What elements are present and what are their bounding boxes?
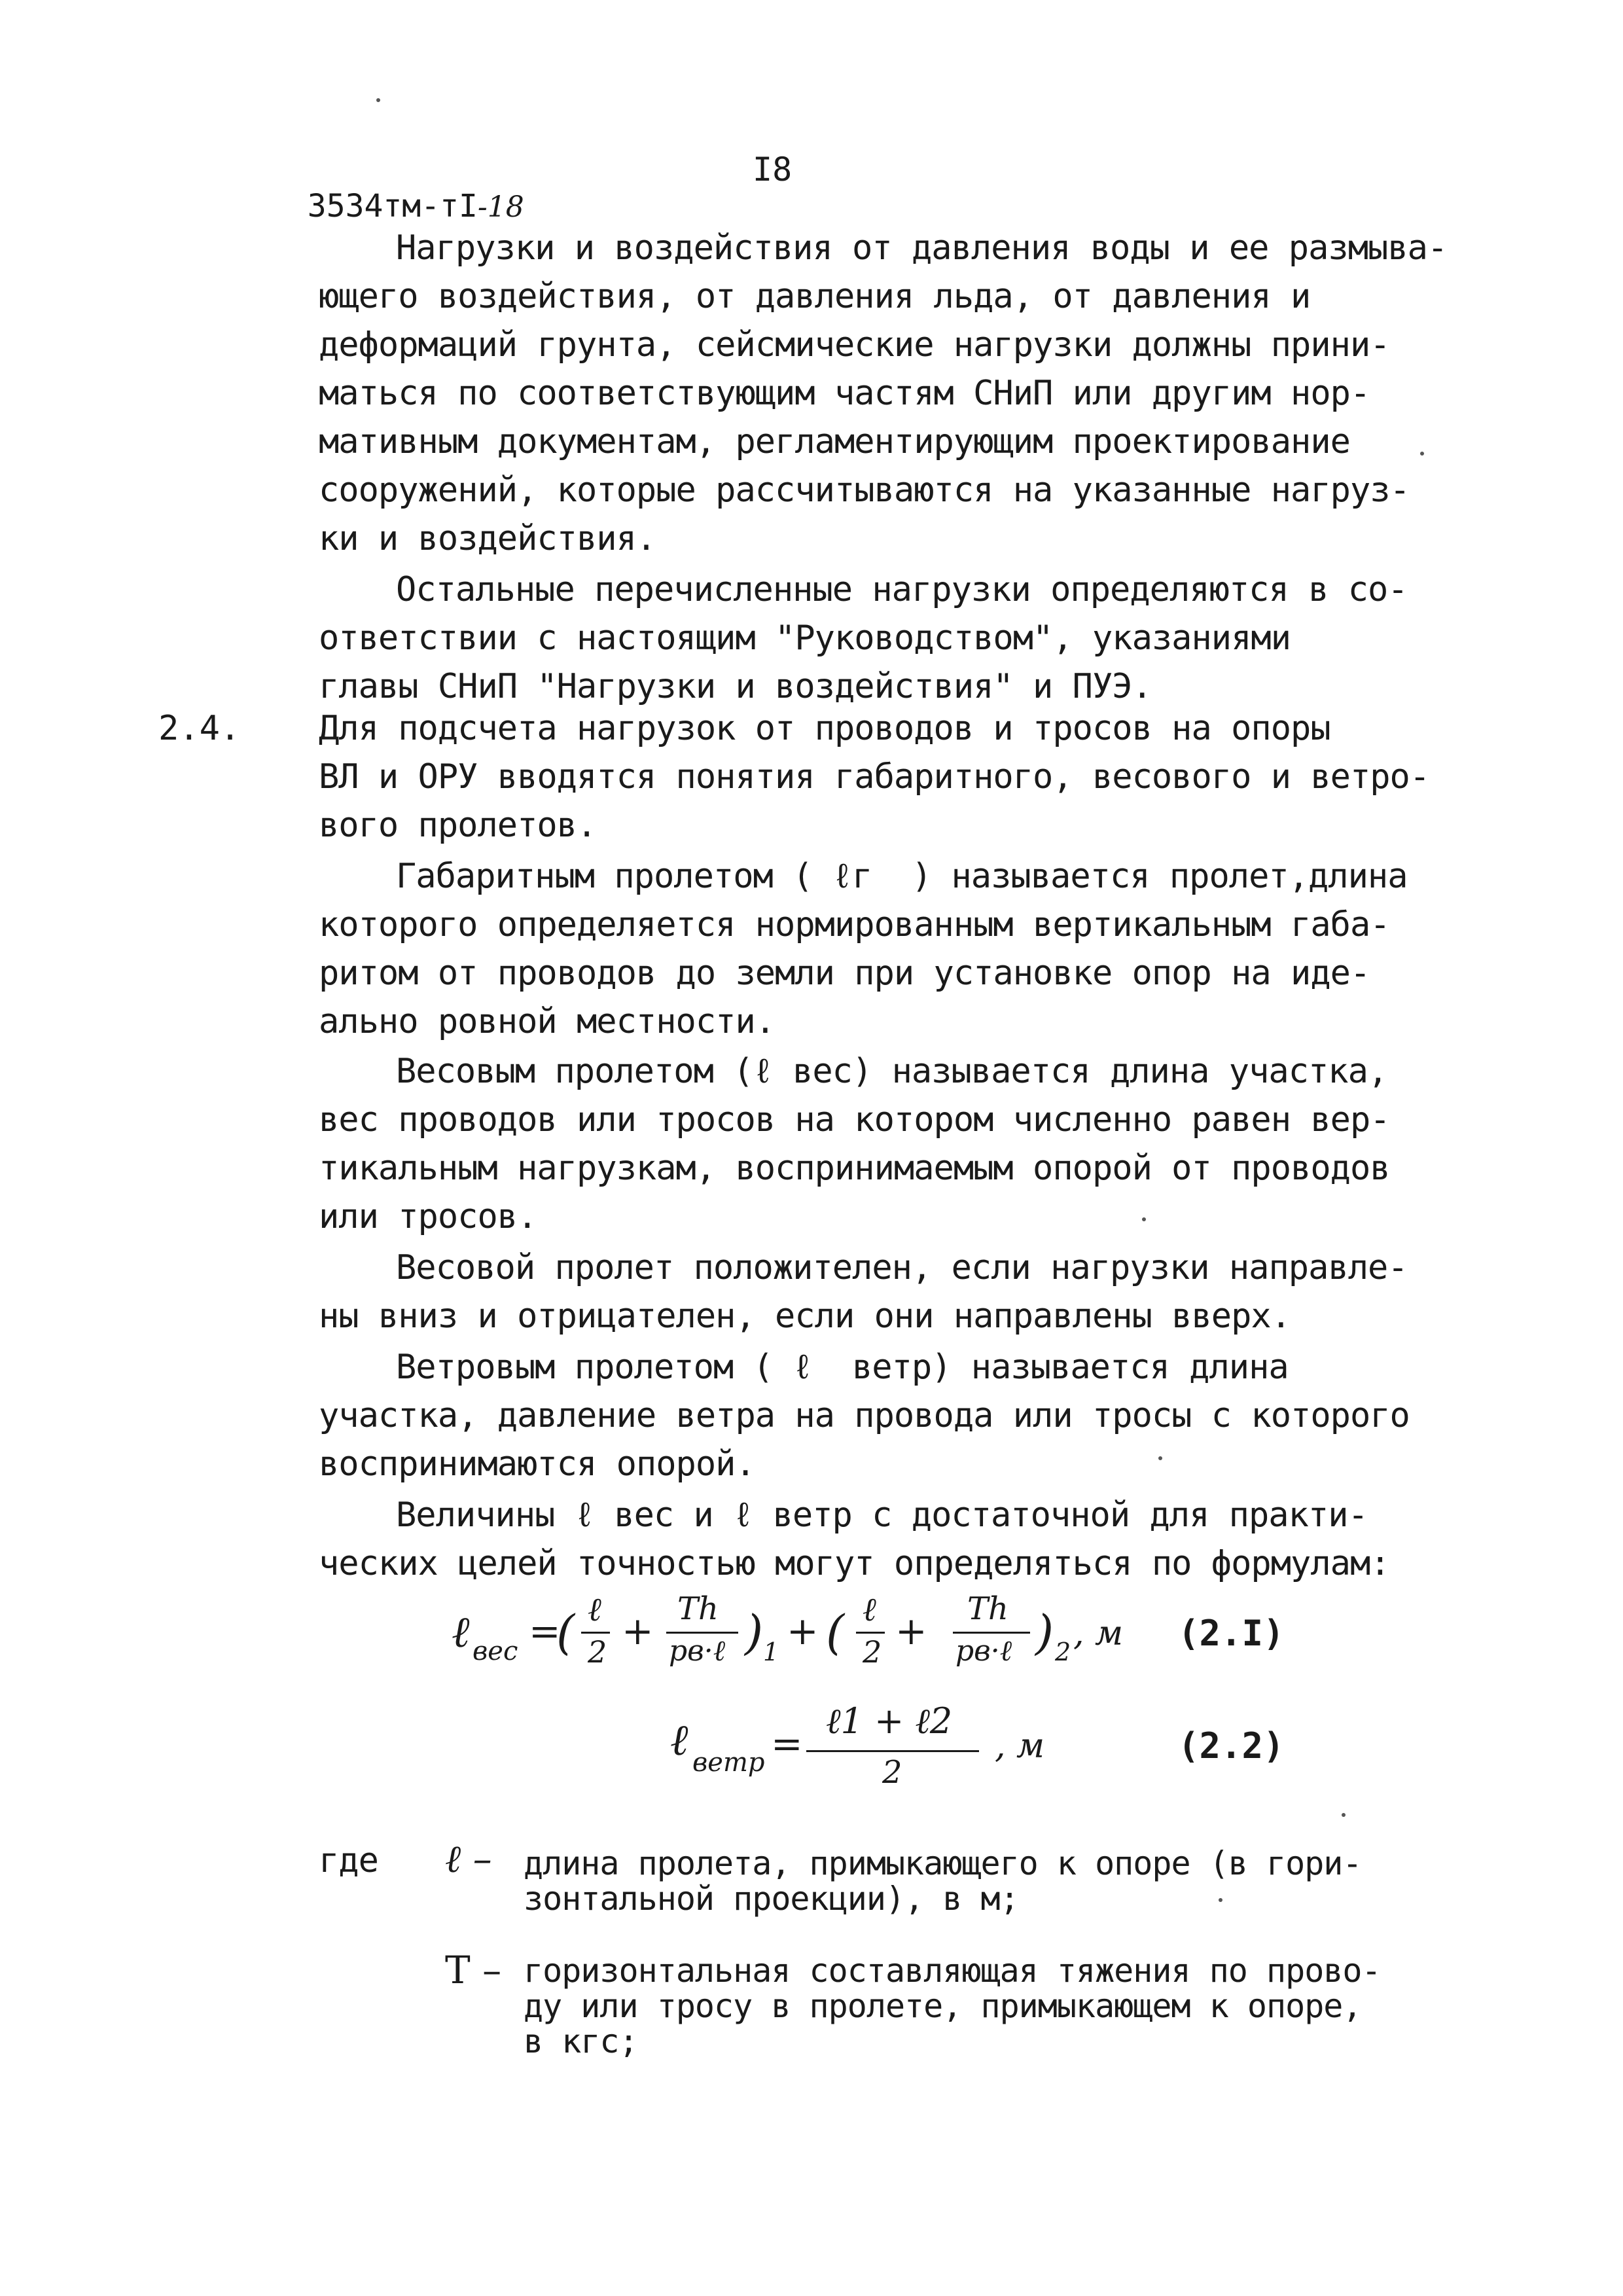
text-line: тикальным нагрузкам, воспринимаемым опорой от проводов [319,1149,1390,1188]
fraction-bar [856,1632,885,1634]
definition-term: T – [445,1948,502,1992]
text-line: ВЛ и ОРУ вводятся понятия габаритного, весового и ветро- [319,757,1430,797]
scan-speck [1342,1813,1346,1817]
formula-frac-num: ℓ [588,1590,601,1628]
scan-speck [1420,452,1424,456]
definition-text-line: зонтальной проекции), в м; [524,1880,1019,1918]
scan-speck [376,98,380,102]
scan-speck [1158,1456,1162,1460]
text-line: воспринимаются опорой. [319,1444,755,1484]
formula-subscript: 1 [763,1638,779,1666]
formula-frac-num: Th [677,1590,719,1627]
text-line: ны вниз и отрицателен, если они направлены вверх. [319,1297,1291,1336]
text-line: Величины ℓ вес и ℓ ветр с достаточной для практи- [396,1496,1368,1535]
text-line: ческих целей точностью могут определяться по формулам: [319,1544,1390,1583]
formula-subscript: 2 [1055,1638,1071,1666]
formula-lhs-subscript: вес [473,1636,518,1666]
formula-lhs-symbol: ℓ [670,1715,688,1765]
formula-plus: + [622,1609,654,1653]
page-number: I8 [753,151,793,188]
fraction-bar [666,1632,738,1634]
fraction-bar [953,1632,1030,1634]
formula-frac-den: 2 [863,1634,882,1670]
formula-frac-num: ℓ [863,1590,876,1628]
document-code [270,134,524,232]
formula-frac-den: 2 [882,1754,902,1791]
formula-equals: = [771,1721,803,1766]
text-line: ально ровной местности. [319,1002,776,1041]
text-line: которого определяется нормированным вертикальным габа- [319,905,1390,944]
text-line: главы СНиП "Нагрузки и воздействия" и ПУЭ. [319,667,1152,706]
definition-term: ℓ – [445,1837,492,1881]
where-label: где [319,1841,378,1880]
formula-plus: + [787,1609,819,1653]
formula-lhs-subscript: ветр [692,1748,765,1778]
text-line: маться по соответствующим частям СНиП или другим нор- [319,374,1370,413]
definition-text-line: горизонтальная составляющая тяжения по прово- [524,1952,1381,1990]
formula-paren-close: ) [1035,1605,1054,1660]
formula-paren-close: ) [745,1605,764,1660]
definition-text-line: длина пролета, примыкающего к опоре (в гори- [524,1844,1362,1882]
formula-plus: + [895,1609,927,1653]
formula-equals: = [529,1609,561,1653]
equation-number: (2.I) [1178,1613,1285,1654]
text-line: участка, давление ветра на провода или тросы с которого [319,1396,1410,1435]
scan-speck [1142,1217,1146,1221]
fraction-bar [806,1750,979,1752]
formula-frac-den: 2 [588,1634,607,1670]
formula-frac-num: ℓ1 + ℓ2 [826,1700,953,1742]
formula-frac-den: pв·ℓ [955,1634,1012,1668]
scan-speck [1219,1898,1222,1902]
definition-text-line: в кгс; [524,2022,638,2060]
section-number: 2.4. [158,709,241,748]
definition-text-line: ду или тросу в пролете, примыкающем к опоре, [524,1987,1362,2025]
text-line: Весовым пролетом (ℓ вес) называется длина участка, [396,1052,1388,1091]
equation-number: (2.2) [1178,1725,1285,1767]
formula-unit: , м [1073,1614,1124,1653]
text-line: сооружений, которые рассчитываются на указанные нагруз- [319,471,1410,510]
formula-paren-open: ( [556,1605,575,1660]
doc-code-printed: 3534тм-тI [307,188,478,224]
text-line: ющего воздействия, от давления льда, от давления и [319,277,1311,316]
text-line: Ветровым пролетом ( ℓ ветр) называется длина [396,1348,1289,1387]
text-line: Нагрузки и воздействия от давления воды и ее размыва- [396,228,1448,268]
text-line: мативным документам, регламентирующим проектирование [319,422,1350,461]
text-line: вес проводов или тросов на котором численно равен вер- [319,1100,1390,1139]
fraction-bar [581,1632,610,1634]
text-line: ответствии с настоящим "Руководством", указаниями [319,619,1291,658]
text-line: Остальные перечисленные нагрузки определяются в со- [396,570,1408,609]
text-line: деформаций грунта, сейсмические нагрузки должны прини- [319,325,1390,365]
formula-frac-num: Th [967,1590,1008,1627]
doc-code-handwritten: -18 [477,190,524,224]
text-line: ритом от проводов до земли при установке опор на иде- [319,954,1370,993]
text-line: ки и воздействия. [319,519,656,558]
formula-frac-den: pв·ℓ [669,1634,726,1668]
text-line: вого пролетов. [319,806,597,845]
formula-lhs-symbol: ℓ [452,1607,470,1657]
text-line: или тросов. [319,1197,537,1236]
text-line: Для подсчета нагрузок от проводов и тросов на опоры [319,709,1330,748]
formula-unit: , м [995,1727,1045,1766]
formula-paren-open: ( [826,1605,845,1660]
text-line: Габаритным пролетом ( ℓг ) называется пролет,длина [396,857,1408,896]
text-line: Весовой пролет положителен, если нагрузки направле- [396,1248,1408,1287]
